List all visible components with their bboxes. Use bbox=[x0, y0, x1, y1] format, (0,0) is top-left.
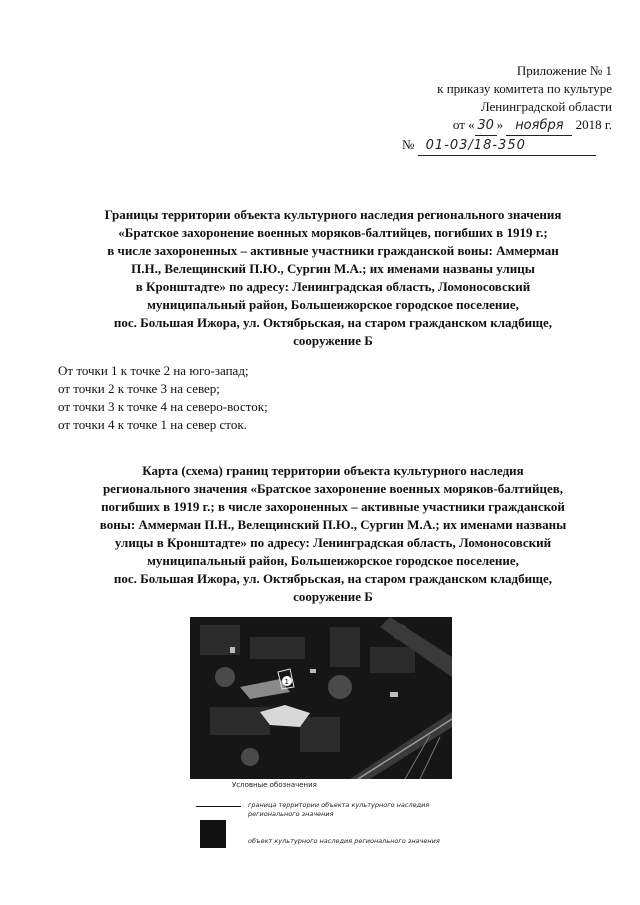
appendix-line-2: к приказу комитета по культуре bbox=[437, 81, 612, 96]
map-title-line: улицы в Кронштадте» по адресу: Ленинградская область, Ломоносовский bbox=[114, 535, 552, 550]
point-line: от точки 4 к точке 1 на север сток. bbox=[58, 417, 247, 432]
appendix-header bbox=[380, 62, 612, 156]
title-line: сооружение Б bbox=[293, 333, 373, 348]
appendix-line-3: Ленинградской области bbox=[480, 99, 612, 114]
map-title-line: погибших в 1919 г.; в числе захороненных – активные участники гражданской bbox=[101, 499, 565, 514]
document-title bbox=[54, 206, 612, 350]
map-title bbox=[54, 462, 612, 606]
point-line: от точки 2 к точке 3 на север; bbox=[58, 381, 220, 396]
title-line: пос. Большая Ижора, ул. Октябрьская, на старом гражданском кладбище, bbox=[113, 315, 553, 330]
map-image bbox=[190, 617, 452, 779]
date-day: 30 bbox=[475, 117, 497, 136]
map-title-line: сооружение Б bbox=[293, 589, 373, 604]
number-value: 01-03/18-350 bbox=[418, 137, 596, 156]
appendix-number bbox=[380, 136, 612, 156]
date-mid: » bbox=[496, 117, 504, 132]
map-title-line: пос. Большая Ижора, ул. Октябрьская, на старом гражданском кладбище, bbox=[113, 571, 553, 586]
map-point-label: 1 bbox=[284, 678, 289, 686]
title-line: «Братское захоронение военных моряков-балтийцев, погибших в 1919 г.; bbox=[118, 225, 548, 240]
title-line: муниципальный район, Большеижорское городское поселение, bbox=[147, 297, 519, 312]
title-line: в Кронштадте» по адресу: Ленинградская область, Ломоносовский bbox=[135, 279, 531, 294]
point-line: От точки 1 к точке 2 на юго-запад; bbox=[58, 363, 249, 378]
legend-line-label-1: граница территории объекта культурного наследия bbox=[248, 801, 430, 809]
map-title-line: Карта (схема) границ территории объекта культурного наследия bbox=[142, 463, 524, 478]
appendix-date bbox=[380, 116, 612, 136]
number-prefix: № bbox=[402, 137, 415, 152]
date-month: ноября bbox=[506, 117, 572, 136]
date-prefix: от « bbox=[452, 117, 475, 132]
appendix-line-1: Приложение № 1 bbox=[516, 63, 612, 78]
map-title-line: муниципальный район, Большеижорское городское поселение, bbox=[147, 553, 519, 568]
point-line: от точки 3 к точке 4 на северо-восток; bbox=[58, 399, 268, 414]
legend-line-label bbox=[248, 801, 429, 819]
heritage-object-symbol bbox=[200, 820, 226, 848]
date-year: 2018 г. bbox=[575, 117, 612, 132]
boundary-line-symbol bbox=[196, 806, 241, 807]
boundary-description bbox=[58, 362, 458, 434]
aerial-map bbox=[190, 617, 452, 779]
legend-box-label: объект культурного наследия регионального значения bbox=[248, 837, 440, 845]
legend-line-label-2: регионального значения bbox=[248, 810, 334, 818]
map-title-line: воны: Аммерман П.Н., Велещинский П.Ю., Сургин М.А.; их именами названы bbox=[99, 517, 567, 532]
title-line: П.Н., Велещинский П.Ю., Сургин М.А.; их именами названы улицы bbox=[131, 261, 535, 276]
legend-title: Условные обозначения bbox=[232, 781, 317, 789]
title-line: в числе захороненных – активные участники гражданской воны: Аммерман bbox=[107, 243, 559, 258]
title-line: Границы территории объекта культурного наследия регионального значения bbox=[104, 207, 562, 222]
map-title-line: регионального значения «Братское захоронение военных моряков-балтийцев, bbox=[102, 481, 564, 496]
